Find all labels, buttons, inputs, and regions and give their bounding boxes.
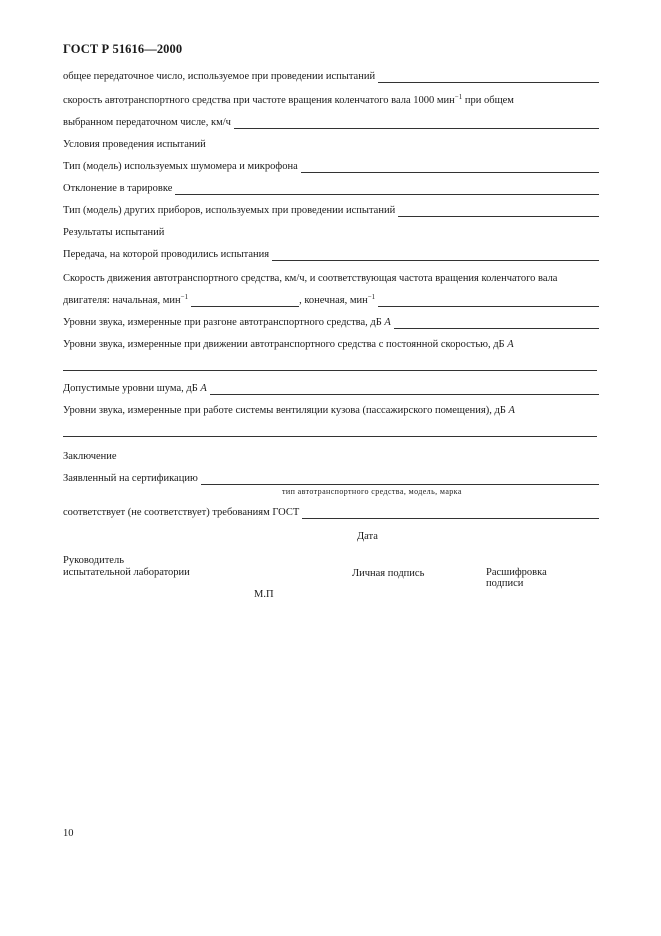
other-devices-label: Тип (модель) других приборов, используемых при проведении испытаний	[63, 205, 396, 216]
declared-field	[63, 472, 599, 485]
meter-type-blank[interactable]	[301, 162, 599, 173]
complies-field	[63, 506, 599, 519]
gear-used-field	[63, 248, 599, 261]
document-code: ГОСТ Р 51616—2000	[63, 42, 183, 56]
const-levels-label: Уровни звука, измеренные при движении автотранспортного средства с постоянной скоростью, дБ A	[63, 339, 514, 350]
date-label: Дата	[357, 531, 378, 542]
gear-ratio-blank[interactable]	[378, 72, 599, 83]
other-devices-blank[interactable]	[398, 206, 599, 217]
conditions-heading: Условия проведения испытаний	[63, 139, 206, 150]
page-number: 10	[63, 828, 74, 839]
ventilation-label: Уровни звука, измеренные при работе системы вентиляции кузова (пассажирского помещения), дБ A	[63, 405, 515, 416]
engine-rpm-field	[63, 294, 599, 307]
gear-used-label: Передача, на которой проводились испытания	[63, 249, 270, 260]
accel-levels-blank[interactable]	[394, 318, 599, 329]
permissible-label: Допустимые уровни шума, дБ A	[63, 383, 207, 394]
speed-rpm-line1: Скорость движения автотранспортного средства, км/ч, и соответствующая частота вращения коленчатого вала	[63, 273, 558, 284]
personal-signature-label: Личная подпись	[352, 568, 425, 579]
signature-decoding-label: Расшифровка подписи	[486, 567, 547, 589]
accel-levels-field	[63, 316, 599, 329]
complies-blank[interactable]	[302, 508, 599, 519]
engine-final-label: , конечная, мин$^{-1}$	[299, 293, 376, 306]
speed-blank[interactable]	[234, 118, 599, 129]
speed-label-line2: выбранном передаточном числе, км/ч	[63, 117, 231, 128]
declared-caption: тип автотранспортного средства, модель, марка	[282, 487, 462, 496]
gear-ratio-label: общее передаточное число, используемое при проведении испытаний	[63, 71, 376, 82]
const-levels-blank[interactable]	[63, 370, 597, 371]
speed-label-line1: скорость автотранспортного средства при частоте вращения коленчатого вала 1000 мин$^{-1}$ при общем	[63, 93, 514, 106]
meter-type-label: Тип (модель) используемых шумомера и микрофона	[63, 161, 298, 172]
calibration-blank[interactable]	[175, 184, 599, 195]
accel-levels-label: Уровни звука, измеренные при разгоне автотранспортного средства, дБ A	[63, 317, 391, 328]
permissible-blank[interactable]	[210, 384, 599, 395]
stamp-label: М.П	[254, 589, 274, 600]
complies-label: соответствует (не соответствует) требованиям ГОСТ	[63, 507, 300, 518]
engine-final-blank[interactable]	[378, 296, 599, 307]
gear-used-blank[interactable]	[272, 250, 599, 261]
results-heading: Результаты испытаний	[63, 227, 165, 238]
permissible-field	[63, 382, 599, 395]
speed-field	[63, 116, 599, 129]
meter-type-field	[63, 160, 599, 173]
calibration-field	[63, 182, 599, 195]
head-label: Руководитель испытательной лаборатории	[63, 555, 190, 578]
engine-initial-label: двигателя: начальная, мин$^{-1}$	[63, 293, 189, 306]
declared-blank[interactable]	[201, 474, 599, 485]
gear-ratio-field	[63, 70, 599, 83]
declared-label: Заявленный на сертификацию	[63, 473, 198, 484]
conclusion-heading: Заключение	[63, 451, 117, 462]
engine-initial-blank[interactable]	[191, 296, 299, 307]
ventilation-blank[interactable]	[63, 436, 597, 437]
calibration-label: Отклонение в тарировке	[63, 183, 173, 194]
other-devices-field	[63, 204, 599, 217]
